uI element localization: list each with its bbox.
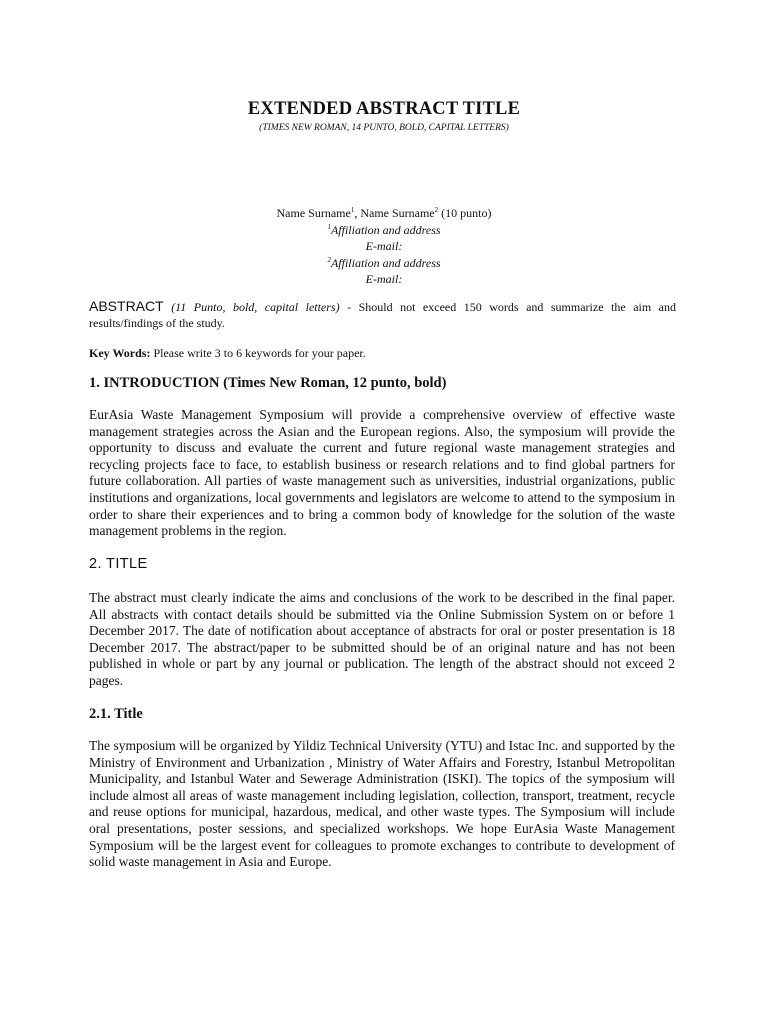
author-name-1: Name Surname bbox=[276, 206, 351, 220]
title-format-note: (TIMES NEW ROMAN, 14 PUNTO, BOLD, CAPITAL LETTERS) bbox=[259, 123, 509, 133]
author-size-note: (10 punto) bbox=[438, 206, 492, 220]
author-name-2: Name Surname bbox=[360, 206, 435, 220]
affiliation-1-text: Affiliation and address bbox=[330, 222, 441, 237]
abstract-text: - Should not exceed 150 words and summarize the aim and results/findings of the study. bbox=[89, 300, 677, 330]
author-sup-1: 1 bbox=[350, 206, 355, 214]
keywords-line bbox=[89, 346, 676, 361]
section-1-heading: 1. INTRODUCTION (Times New Roman, 12 punto, bold) bbox=[89, 375, 447, 391]
document-title: EXTENDED ABSTRACT TITLE bbox=[247, 99, 521, 119]
keywords-text: Please write 3 to 6 keywords for your paper. bbox=[150, 346, 366, 360]
author-separator: , bbox=[354, 206, 361, 220]
section-2-heading: 2. TITLE bbox=[89, 556, 148, 572]
author-block bbox=[0, 205, 768, 288]
section-1-body: EurAsia Waste Management Symposium will provide a comprehensive overview of effective waste management strategies across the Asian and the European regions. Also, the symposium will provide the opportunity to discuss and evaluate the current and future regional waste management strategies and recycling projects face to face, to establish business or research relations and to find global partners for future collaboration. All parties of waste management such as universities, industrial organizations, public institutions and organizations, local governments and legislators are welcome to attend to the symposium in order to share their experiences and to bring a common body of knowledge for the solution of the waste management problems in the region. bbox=[89, 407, 675, 539]
affiliation-1-sup: 1 bbox=[327, 222, 331, 231]
abstract-paragraph bbox=[89, 298, 676, 331]
section-2-body: The abstract must clearly indicate the aims and conclusions of the work to be described in the final paper. All abstracts with contact details should be submitted via the Online Submission System on or before 1 December 2017. The date of notification about acceptance of abstracts for oral or poster presentation is 18 December 2017. The abstract/paper to be submitted should be of an original nature and has not been published in whole or part by any journal or publication. The length of the abstract should not exceed 2 pages. bbox=[89, 590, 675, 688]
section-2-1-heading: 2.1. Title bbox=[89, 706, 143, 722]
affiliation-2 bbox=[0, 255, 768, 272]
abstract-label: ABSTRACT bbox=[89, 298, 164, 314]
section-2-1-body: The symposium will be organized by Yildiz Technical University (YTU) and Istac Inc. and supported by the Ministry of Environment and Urbanization , Ministry of Water Affairs and Forestry, Istanbul Metropolitan Municipality, and Istanbul Water and Sewerage Administration (ISKI). The topics of the symposium will include almost all areas of waste management including legislation, collection, transport, treatment, recycle and reuse options for municipal, hazardous, medical, and other waste types. The Symposium will include oral presentations, poster sessions, and specialized workshops. We hope EurAsia Waste Management Symposium will be the largest event for colleagues to promote exchanges to contribute to development of solid waste management in Asia and Europe. bbox=[89, 738, 675, 870]
affiliation-1 bbox=[0, 222, 768, 239]
affiliation-2-sup: 2 bbox=[327, 255, 331, 264]
keywords-label: Key Words: bbox=[89, 346, 151, 360]
email-2: E-mail: bbox=[365, 272, 403, 286]
affiliation-2-text: Affiliation and address bbox=[330, 255, 441, 270]
author-names bbox=[0, 205, 768, 222]
author-sup-2: 2 bbox=[434, 206, 439, 214]
email-1: E-mail: bbox=[365, 239, 403, 253]
abstract-format-note: (11 Punto, bold, capital letters) bbox=[171, 300, 340, 314]
